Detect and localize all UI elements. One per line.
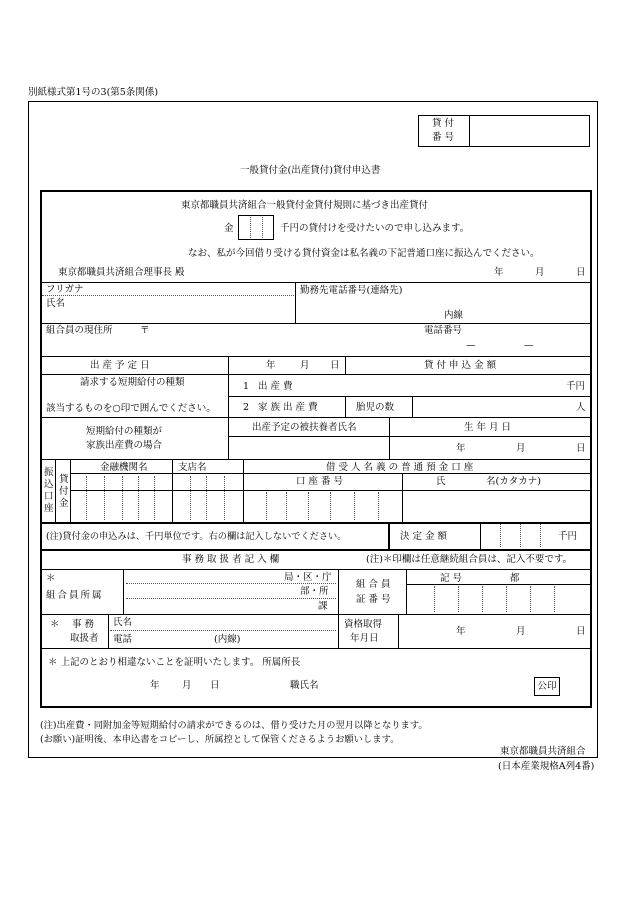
loan-number-label-1: 貸 付 [432,118,455,129]
dob-day: 日 [576,443,586,454]
qualification-month: 月 [516,626,526,637]
member-id-field[interactable] [408,586,590,612]
dob-label: 生 年 月 日 [464,422,512,433]
official-seal-box: 公印 [534,677,560,696]
option-2-num: 2 [243,402,250,413]
handler-phone-field[interactable] [135,632,335,646]
form-reference: 別紙様式第1号の3(第5条関係) [28,87,159,98]
qualification-label-1: 資格取得 [344,619,383,630]
address-label: 組合員の現住所 [46,325,113,336]
affiliation-label: 組合員所属 [46,590,104,601]
due-day: 日 [330,360,340,371]
qualification-label-2: 年月日 [350,633,379,644]
dob-month: 月 [516,443,526,454]
postal-mark: 〒 [140,325,150,336]
symbol-label: 記 号 [440,573,463,584]
bank-name-label: 金融機関名 [100,462,148,473]
footer-organization: 東京都職員共済組合 [500,746,586,757]
work-phone-label: 勤務先電話番号(連絡先) [300,285,403,296]
due-year: 年 [266,360,276,371]
phone-label: 電話番号 [424,325,463,336]
affiliation-field[interactable] [126,571,276,612]
certify-year: 年 [150,680,160,691]
account-number-label: 口 座 番 号 [296,476,344,487]
dept-label: 部・所 [300,586,329,597]
people-unit: 人 [576,402,586,413]
application-heading: 東京都職員共済組合一般貸付金貸付規則に基づき出産貸付 [181,200,429,211]
work-phone-field[interactable] [300,298,588,320]
affiliation-asterisk: ＊ [46,573,56,584]
due-month: 月 [300,360,310,371]
account-title: 借 受 人 名 義 の 普 通 預 金 口 座 [326,462,474,473]
decision-unit: 千円 [558,531,578,542]
extension-label: 内線 [444,310,464,321]
due-date-label: 出 産 予 定 日 [90,360,150,371]
qualification-day: 日 [576,626,586,637]
handler-label-2: 取扱者 [70,633,99,644]
bureau-label: 局・区・庁 [284,572,332,583]
number-label: 都 [510,573,520,584]
dob-year: 年 [456,443,466,454]
holder-label-1: 氏 [436,476,446,487]
division-label: 課 [318,601,328,612]
loan-number-field[interactable] [472,117,588,145]
paper-standard: (日本産業規格A列4番) [498,761,595,772]
app-year: 年 [494,267,504,278]
holder-label-2: 名(カタカナ) [486,476,541,487]
certify-day: 日 [210,680,220,691]
page-title: 一般貸付金(出産貸付)貸付申込書 [240,165,381,176]
family-case-line-2: 家族出産費の場合 [86,440,163,451]
handler-name-label: 氏名 [113,617,133,628]
footer-note-1: (注)出産費・同附加金等短期給付の請求ができるのは、借り受けた月の翌月以降となります。 [40,720,428,731]
phone-dash-1: — [466,340,476,351]
option-1-num: 1 [243,381,250,392]
address-field[interactable] [155,325,415,353]
branch-label: 支店名 [178,462,207,473]
bank-side-label-1: 振込口座 [44,467,54,514]
account-number-field[interactable] [245,492,400,520]
handler-asterisk: ＊ [50,619,60,630]
title-name-label: 職氏名 [290,680,319,691]
bank-side-label-2: 貸付金 [59,474,69,509]
dependent-name-label: 出産予定の被扶養者氏名 [252,422,357,433]
certification-statement: ＊ 上記のとおり相違ないことを証明いたします。 所属所長 [48,657,301,668]
decision-note: (注)貸付金の申込みは、千円単位です。右の欄は記入しないでください。 [46,531,347,542]
application-note: なお、私が今回借り受ける貸付資金は私名義の下記普通口座に振込んでください。 [188,248,540,259]
account-holder-field[interactable] [404,492,590,520]
handler-phone-label: 電話 [113,634,133,645]
handler-label-1: 事 務 [72,619,95,630]
office-seal-note: (注)＊印欄は任意継続組合員は、記入不要です。 [366,554,573,565]
option-2-label[interactable]: 家 族 出 産 費 [258,402,318,413]
dependent-name-field[interactable] [230,438,387,457]
amount-thousand-yen: 千円 [566,381,586,392]
member-id-label-1: 組 合 員 [356,579,391,590]
benefit-type-label: 請求する短期給付の種類 [80,377,185,388]
circle-note: 該当するものを○印で囲んでください。 [46,403,216,414]
amount-suffix: 千円の貸付けを受けたいので申し込みます。 [280,223,470,234]
app-month: 月 [535,267,545,278]
phone-dash-2: — [524,340,534,351]
qualification-year: 年 [456,626,466,637]
member-id-label-2: 証 番 号 [356,594,391,605]
addressee: 東京都職員共済組合理事長 殿 [58,267,185,278]
fetus-count-label: 胎児の数 [356,402,395,413]
office-section-title: 事 務 取 扱 者 記 入 欄 [182,554,280,565]
decision-amount-label: 決 定 金 額 [400,531,448,542]
furigana-label: フリガナ [46,284,84,295]
certify-month: 月 [182,680,192,691]
amount-prefix: 金 [224,223,234,234]
loan-number-label-2: 番 号 [432,132,455,143]
branch-field[interactable] [174,475,241,520]
loan-amount-label: 貸 付 申 込 金 額 [424,360,497,371]
family-case-line-1: 短期給付の種類が [86,426,163,437]
name-label: 氏名 [46,298,66,309]
amount-input[interactable] [238,215,274,240]
handler-name-field[interactable] [135,616,335,629]
app-day: 日 [576,267,586,278]
handler-extension-label: (内線) [214,634,241,645]
footer-note-2: (お願い)証明後、本申込書をコピーし、所属控として保管くださるようお願いします。 [40,734,400,745]
name-field[interactable] [80,296,292,321]
option-1-label[interactable]: 出 産 費 [258,381,293,392]
bank-name-field[interactable] [72,475,170,520]
